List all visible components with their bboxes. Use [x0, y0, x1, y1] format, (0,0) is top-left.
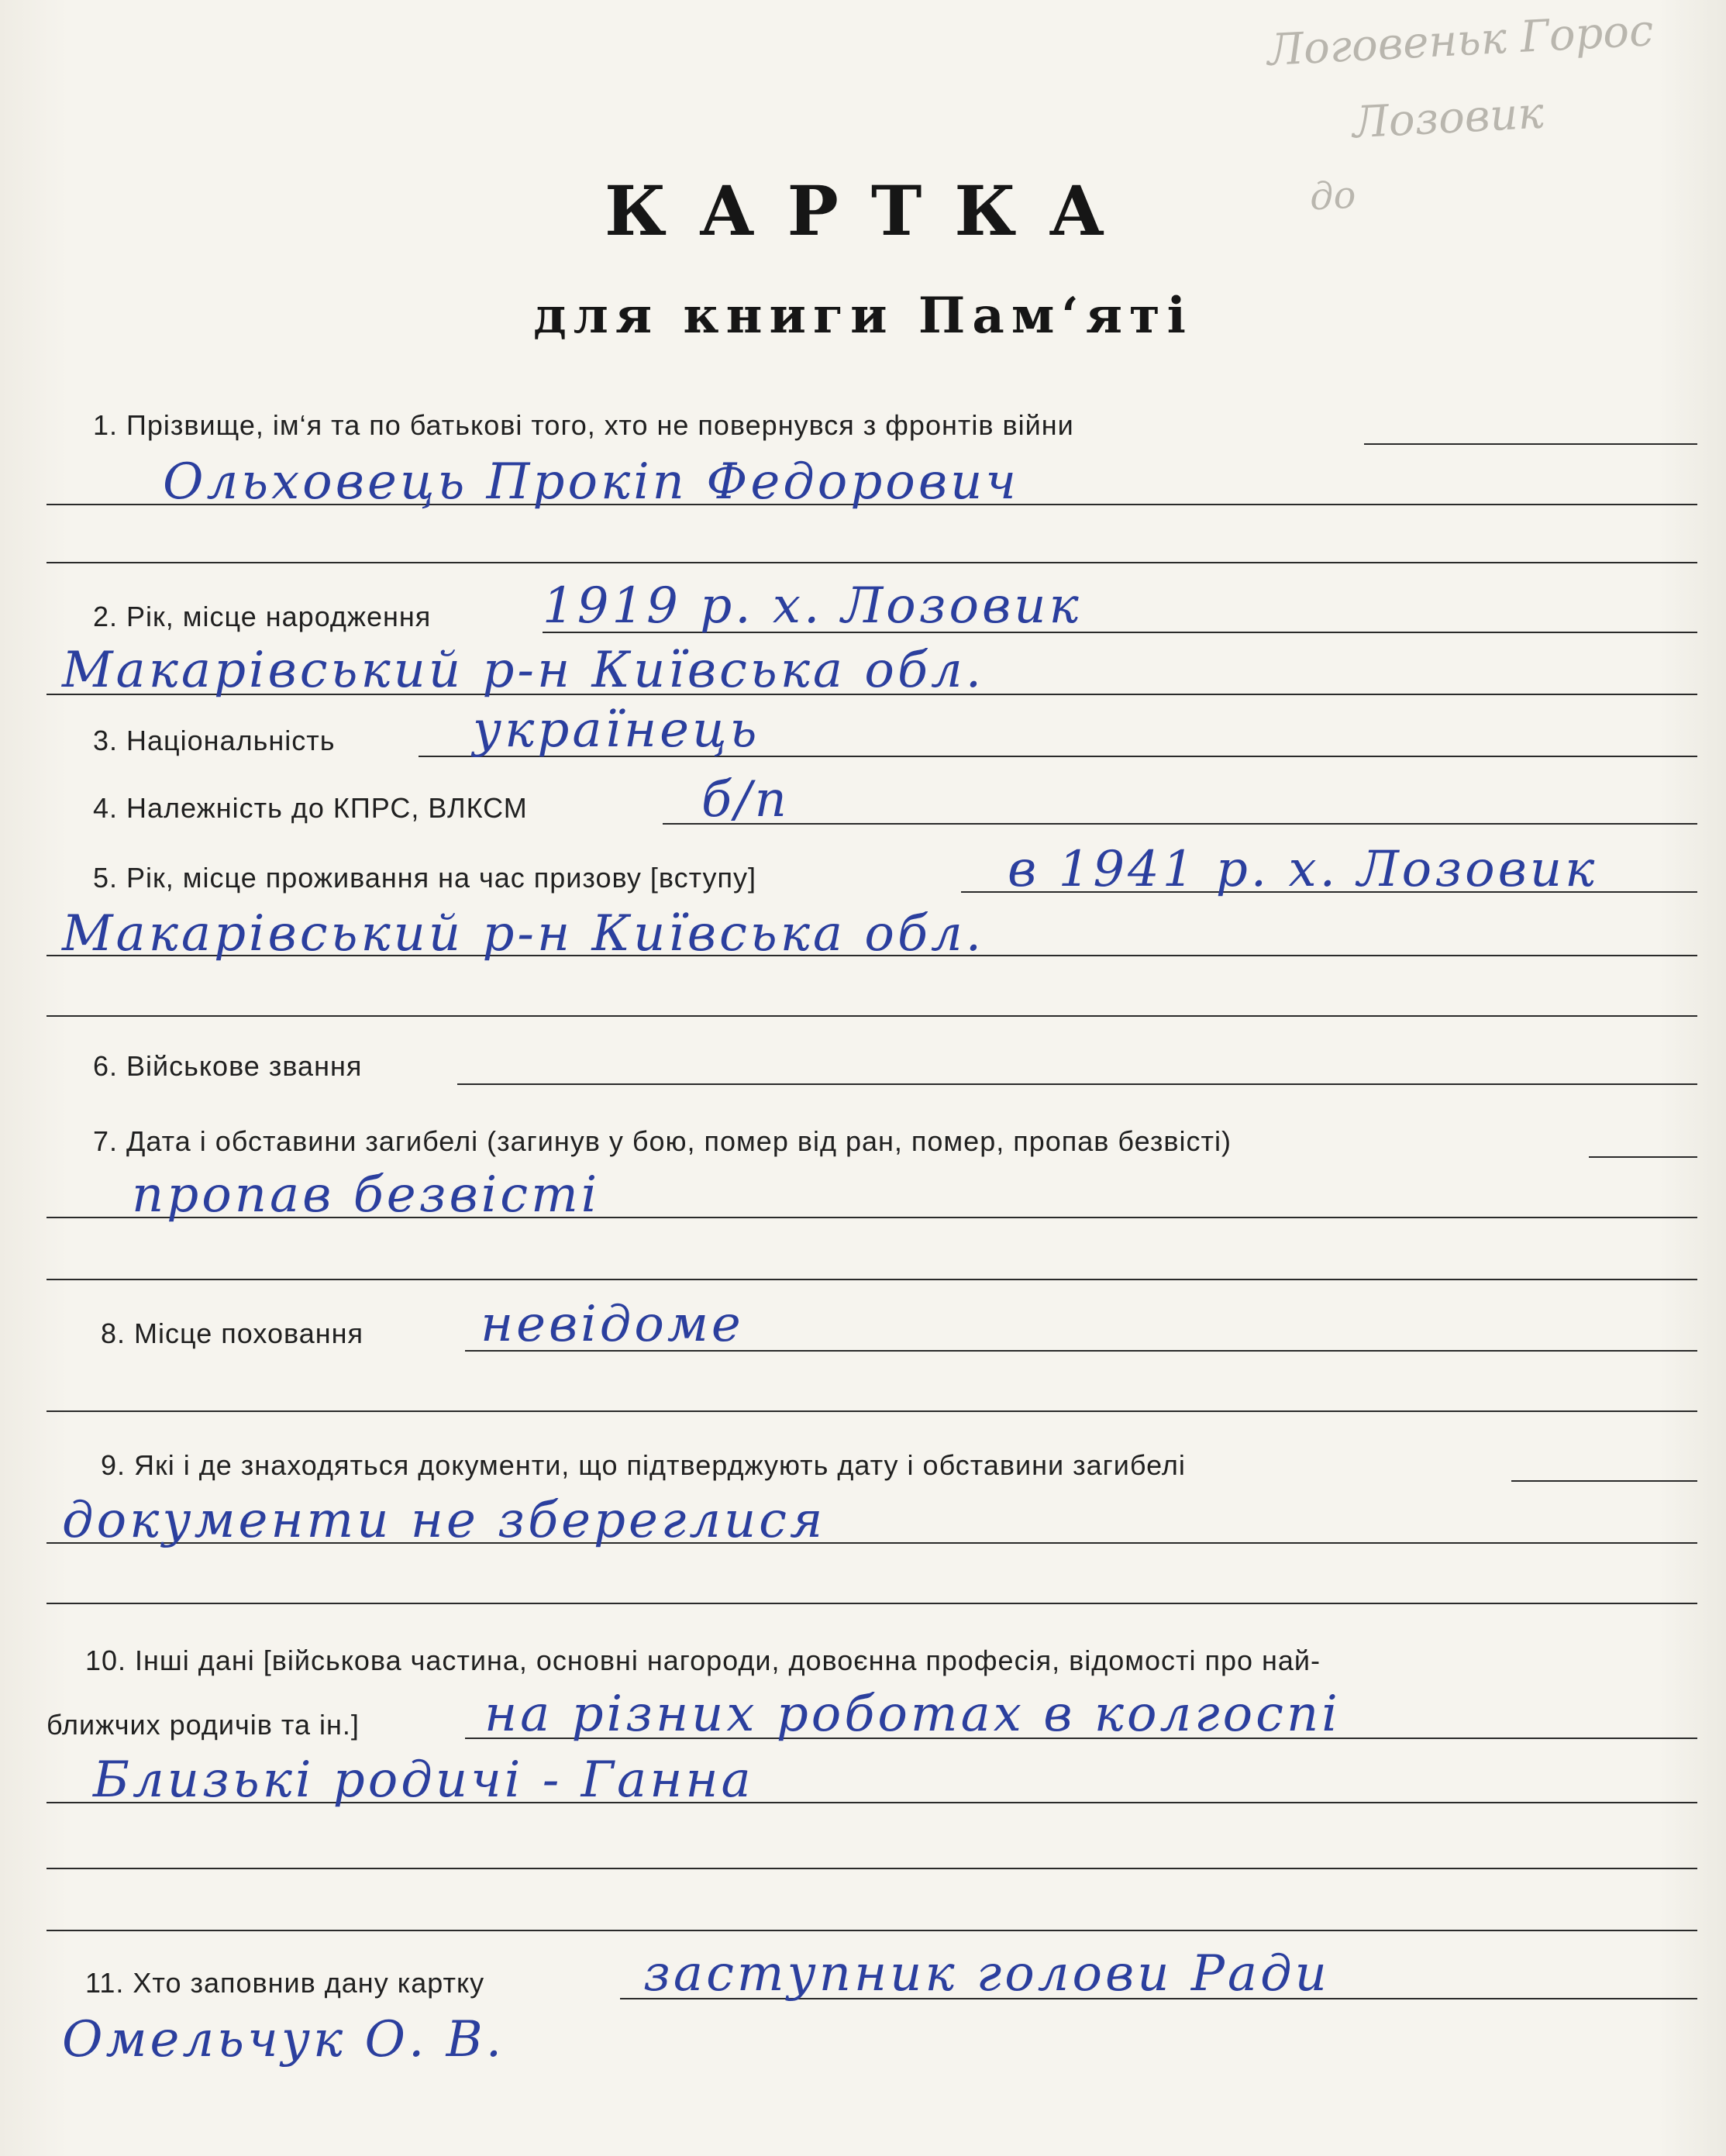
field-2-value-line2: Макарівський р-н Київська обл.: [62, 642, 985, 699]
corner-note-village: Логовеньк Горос: [1266, 5, 1655, 77]
field-9-value: документи не збереглися: [62, 1492, 826, 1549]
field-7-label: 7. Дата і обставини загибелі (загинув у бою, помер від ран, помер, пропав безвісті): [93, 1125, 1232, 1157]
card-subtitle: для книги Пам‘яті: [533, 287, 1193, 345]
field-4-label: 4. Належність до КПРС, ВЛКСМ: [93, 792, 528, 824]
field-9-line: [47, 1603, 1697, 1604]
field-1-line: [1364, 443, 1697, 445]
card-title: КАРТКА: [604, 170, 1138, 251]
field-1-line: [47, 562, 1697, 563]
field-5-label: 5. Рік, місце проживання на час призову [вступу]: [93, 862, 756, 894]
field-5-line: [47, 1015, 1697, 1017]
field-4-line: [663, 823, 1697, 825]
field-10-line: [47, 1868, 1697, 1869]
field-3-value: українець: [473, 701, 760, 759]
field-2-label: 2. Рік, місце народження: [93, 601, 432, 632]
field-4-value: б/п: [701, 771, 790, 828]
field-7-line: [1589, 1156, 1697, 1158]
field-10-value-line2: Близькі родичі - Ганна: [93, 1751, 754, 1809]
field-5-value-line2: Макарівський р-н Київська обл.: [62, 905, 985, 963]
field-11-value: заступник голови Ради: [643, 1945, 1330, 2003]
field-11-label: 11. Хто заповнив дану картку: [85, 1967, 485, 1999]
field-3-label: 3. Національність: [93, 725, 336, 756]
field-8-label: 8. Місце поховання: [101, 1317, 363, 1349]
field-5-value: в 1941 р. х. Лозовик: [1008, 841, 1598, 898]
field-1-label: 1. Прізвище, ім‘я та по батькові того, хто не повернувся з фронтів війни: [93, 409, 1074, 441]
field-6-label: 6. Військове звання: [93, 1050, 363, 1082]
field-11-value-line2: Омельчук О. В.: [62, 2011, 505, 2068]
field-8-line: [47, 1410, 1697, 1412]
field-7-line: [47, 1279, 1697, 1280]
field-10-line: [47, 1930, 1697, 1931]
field-6-line: [457, 1083, 1697, 1085]
field-2-value: 1919 р. х. Лозовик: [543, 577, 1082, 635]
field-9-label: 9. Які і де знаходяться документи, що підтверджують дату і обставини загибелі: [101, 1449, 1186, 1481]
field-10-value: на різних роботах в колгоспі: [484, 1686, 1341, 1743]
field-9-line: [1511, 1480, 1697, 1482]
field-7-value: пропав безвісті: [132, 1166, 601, 1224]
field-8-value: невідоме: [481, 1296, 744, 1353]
field-10-label-line2: ближчих родичів та ін.]: [47, 1709, 360, 1741]
corner-note-mark: до: [1308, 173, 1357, 219]
field-10-label: 10. Інші дані [військова частина, основні нагороди, довоєнна професія, відомості про най-: [85, 1645, 1321, 1676]
corner-note-place: Лозовик: [1351, 88, 1545, 149]
field-1-value: Ольховець Прокіп Федорович: [163, 453, 1020, 511]
